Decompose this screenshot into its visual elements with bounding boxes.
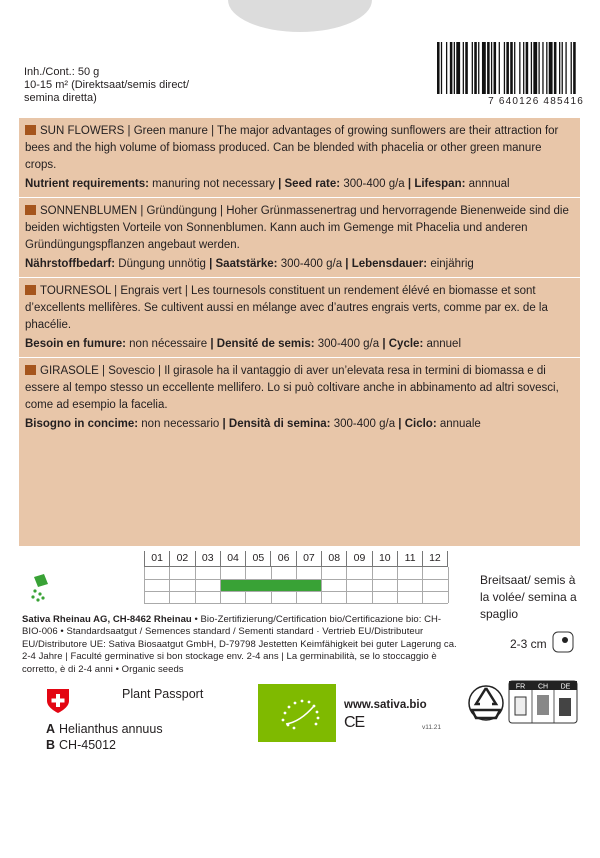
barcode-bar [482, 42, 486, 94]
req-label: | Lifespan: [407, 178, 466, 190]
req-value: einjährig [427, 258, 474, 270]
recycling-icon [466, 684, 506, 722]
month-label: 06 [270, 551, 295, 566]
barcode-bar [437, 42, 440, 94]
req-label: Nährstoffbedarf: [25, 258, 116, 270]
barcode-bar [441, 42, 442, 94]
month-column [346, 567, 371, 603]
barcode-bar [472, 42, 473, 94]
barcode-bar [510, 42, 513, 94]
requirements-en [25, 176, 572, 193]
month-label: 05 [245, 551, 270, 566]
barcode-bar [573, 42, 576, 94]
website-link[interactable]: www.sativa.bio [344, 699, 427, 711]
req-value: non nécessaire [125, 338, 211, 350]
month-column [321, 567, 346, 603]
description-panel [19, 118, 580, 546]
req-label: | Densità di semina: [222, 418, 331, 430]
pp-a-label: A [46, 722, 56, 736]
barcode-bar [546, 42, 547, 94]
ce-mark: CE [344, 714, 365, 731]
barcode-bar [565, 42, 566, 94]
barcode-bar [571, 42, 572, 94]
month-label: 09 [346, 551, 371, 566]
req-value: 300-400 g/a [330, 418, 399, 430]
barcode-bar [559, 42, 560, 94]
pp-a-value: Helianthus annuus [59, 722, 163, 736]
pp-b-label: B [46, 738, 56, 752]
hang-hole [228, 0, 372, 32]
barcode-bar [554, 42, 557, 94]
pp-b-value: CH-45012 [59, 738, 117, 752]
barcode-bar [506, 42, 509, 94]
req-value: annuale [436, 418, 481, 430]
barcode-bar [463, 42, 464, 94]
sowing-method-line: la volée/ semina a [480, 590, 577, 604]
calendar-row-line [144, 603, 448, 604]
requirements-fr [25, 336, 572, 353]
calendar-row-line [144, 591, 448, 592]
req-label: | Seed rate: [278, 178, 341, 190]
content-value: 50 g [77, 66, 100, 78]
sowing-period-bar [221, 580, 321, 591]
sowing-depth-icon [552, 631, 574, 653]
barcode-bar [478, 42, 479, 94]
plant-passport-b [46, 738, 116, 752]
text-en: | Green manure | The major advantages of growing sunflowers are their attraction for bees and the high volume of biomass produced. Can be blended with phacelia or other green manure crops. [25, 125, 559, 171]
barcode-bar [526, 42, 529, 94]
description-fr [19, 278, 580, 358]
barcode-bar [499, 42, 500, 94]
req-label: | Saatstärke: [209, 258, 278, 270]
content-info [24, 66, 189, 105]
req-value: 300-400 g/a [340, 178, 408, 190]
req-label: | Cycle: [382, 338, 424, 350]
sowing-calendar [144, 551, 448, 602]
barcode-bar [450, 42, 453, 94]
plant-passport-a [46, 722, 163, 736]
title-fr: TOURNESOL [40, 285, 111, 297]
waste-sorting-icon [508, 680, 578, 724]
month-label: 12 [422, 551, 447, 566]
description-it [19, 358, 580, 437]
sorting-label-fr: FR [515, 683, 526, 691]
month-label: 02 [169, 551, 194, 566]
barcode-bar [487, 42, 490, 94]
title-en: SUN FLOWERS [40, 125, 125, 137]
month-label: 07 [296, 551, 321, 566]
month-column [372, 567, 397, 603]
month-label: 08 [321, 551, 346, 566]
req-label: | Lebensdauer: [345, 258, 428, 270]
section-marker [25, 285, 36, 295]
text-it: | Sovescio | Il girasole ha il vantaggio di aver un’elevata resa in termini di biomassa e di essere al tempo stesso un eccellente mellifero. Lo si può coltivare anche in abbinamento ad altri sovesci, come ad esempio la facelia. [25, 365, 559, 411]
plant-passport-title: Plant Passport [122, 687, 204, 701]
company-details: • Bio-Zertifizierung/Certification bio/Certificazione bio: CH-BIO-006 • Standardsaatgut / Semences standard / Sementi standard · Vertrieb EU/Distributeur EU/Distributore UE: Sativa Biosaatgut GmbH, D-79798 Jestetten Keimfähigkeit bei guter Lagerung ca. 2-4 Jahre | Faculté germinative si bon stockage env. 2-4 ans | La germinabilità, se lo stoccaggio è corretto, è di 2-4 anni • Organic seeds [22, 614, 457, 675]
req-label: | Densité de semis: [210, 338, 315, 350]
title-de: SONNENBLUMEN [40, 205, 138, 217]
barcode-bar [474, 42, 477, 94]
barcode-bar [504, 42, 505, 94]
company-name: Sativa Rheinau AG, CH-8462 Rheinau [22, 614, 192, 625]
version-code: v11.21 [422, 724, 442, 731]
barcode-bar [519, 42, 520, 94]
sowing-method-line: Breitsaat/ semis à [480, 573, 576, 587]
sowing-method [480, 572, 590, 623]
req-label: Bisogno in concime: [25, 418, 139, 430]
title-it: GIRASOLE [40, 365, 99, 377]
month-column [169, 567, 194, 603]
barcode-bar [456, 42, 460, 94]
calendar-months [144, 551, 448, 566]
barcode-bar [523, 42, 524, 94]
company-info [22, 614, 458, 676]
barcode-bar [454, 42, 455, 94]
text-fr: | Engrais vert | Les tournesols constituent un rendement élévé en biomasse et sont d’excellents mellifères. Se cultivent aussi en mélange avec d’autres engrais verts, comme par ex. de la phacélie. [25, 285, 548, 331]
requirements-it [25, 416, 572, 433]
barcode-bar [562, 42, 563, 94]
barcode-bar [538, 42, 539, 94]
description-en [19, 118, 580, 198]
sorting-label-ch: CH [537, 683, 549, 691]
eu-organic-logo [258, 684, 336, 742]
month-label: 01 [144, 551, 169, 566]
req-value: annnual [465, 178, 510, 190]
barcode-bar [542, 42, 543, 94]
area-line-2: semina diretta) [24, 92, 97, 104]
req-value: 300-400 g/a [277, 258, 346, 270]
swiss-shield-icon [46, 688, 70, 714]
text-de: | Gründüngung | Hoher Grünmassenertrag und hervorragende Bienenweide sind die beiden wichtigsten Vorteile von Sonnenblumen. Kann auch im Gemenge mit Phacelia und anderen Gründüngungspflanzen angebaut werden. [25, 205, 569, 251]
barcode [437, 42, 577, 94]
content-label: Inh./Cont.: [24, 66, 75, 78]
area-line-1: 10-15 m² (Direktsaat/semis direct/ [24, 79, 190, 91]
seed-bag-icon [26, 573, 58, 603]
month-label: 04 [220, 551, 245, 566]
req-value: manuring not necessary [148, 178, 279, 190]
sorting-label-de: DE [560, 683, 571, 691]
req-value: annuel [423, 338, 462, 350]
sowing-depth: 2-3 cm [510, 637, 547, 651]
description-de [19, 198, 580, 278]
section-marker [25, 205, 36, 215]
month-column [195, 567, 220, 603]
month-column [144, 567, 169, 603]
requirements-de [25, 256, 572, 273]
req-label: | Ciclo: [398, 418, 437, 430]
section-marker [25, 365, 36, 375]
month-column [397, 567, 422, 603]
month-label: 10 [372, 551, 397, 566]
barcode-bar [494, 42, 497, 94]
month-label: 11 [397, 551, 422, 566]
req-value: 300-400 g/a [314, 338, 383, 350]
barcode-bar [533, 42, 537, 94]
calendar-grid [144, 566, 448, 602]
req-value: Düngung unnötig [115, 258, 210, 270]
month-column [422, 567, 447, 603]
month-label: 03 [195, 551, 220, 566]
req-label: Besoin en fumure: [25, 338, 126, 350]
section-marker [25, 125, 36, 135]
barcode-number: 7 640126 485416 [488, 96, 584, 107]
barcode-bar [549, 42, 553, 94]
barcode-bar [446, 42, 447, 94]
barcode-bar [465, 42, 468, 94]
req-value: non necessario [138, 418, 223, 430]
barcode-bar [531, 42, 532, 94]
barcode-bar [491, 42, 492, 94]
req-label: Nutrient requirements: [25, 178, 149, 190]
sowing-method-line: spaglio [480, 607, 519, 621]
barcode-bar [514, 42, 515, 94]
calendar-edge [448, 567, 449, 603]
